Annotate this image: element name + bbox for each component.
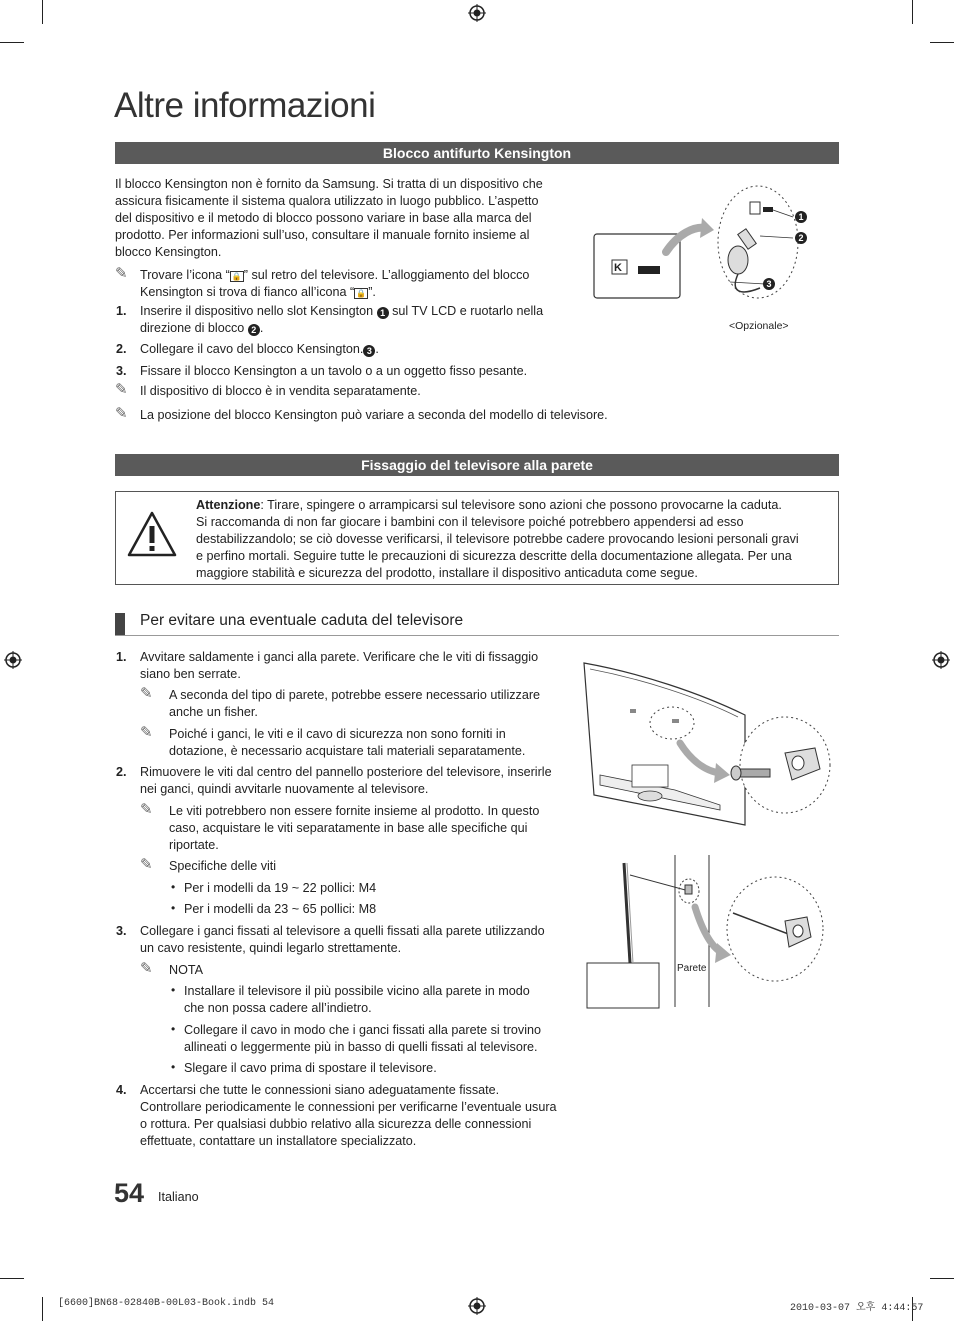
note-text: Il dispositivo di blocco è in vendita separatamente. [140, 384, 421, 398]
callout-1-icon: 1 [377, 307, 389, 319]
subsection-header [115, 611, 839, 636]
kensington-icon: 🔒 [231, 272, 242, 281]
crop-mark [912, 0, 913, 24]
step-number: 4. [116, 1083, 127, 1097]
note-text: Specifiche delle viti [169, 859, 277, 873]
bullet-text: Collegare il cavo in modo che i ganci fissati alla parete si trovino allineati o leggermente più in basso di quelli fissati al televisore. [184, 1023, 542, 1054]
crop-mark [0, 1278, 24, 1279]
note-pencil-icon: ✎ [115, 381, 128, 398]
step-number: 2. [116, 342, 127, 356]
bullet: • [171, 1060, 176, 1074]
warning-triangle-icon [126, 510, 178, 558]
footer-date-info: 2010-03-07 오후 4:44:57 [790, 1303, 924, 1314]
crop-mark [0, 42, 24, 43]
section-header-wall: Fissaggio del televisore alla parete [115, 454, 839, 476]
kensington-k-label: K [614, 262, 622, 274]
step-text: Avvitare saldamente i ganci alla parete. Verificare che le viti di fissaggio siano ben serrate. [140, 650, 539, 681]
note-text: La posizione del blocco Kensington può variare a seconda del modello di televisore. [140, 408, 608, 422]
step-number: 2. [116, 765, 127, 779]
section-header-kensington: Blocco antifurto Kensington [115, 142, 839, 164]
warning-text: Attenzione: Tirare, spingere o arrampicarsi sul televisore sono azioni che possono provocarne la caduta. Si raccomanda di non far giocare i bambini con il televisore poiché potrebbero appendersi ad esso destabilizzandolo; se ciò dovesse verificarsi, il televisore potrebbe cadere provocando lesioni personali gravi e perfino mortali. Seguire tutte le precauzioni di sicurezza descritte della documentazione allegata. Per una maggiore stabilità e sicurezza del prodotto, installare il dispositivo anticaduta come segue. [196, 498, 799, 580]
warning-box [115, 491, 839, 585]
step-number: 3. [116, 924, 127, 938]
note-text: A seconda del tipo di parete, potrebbe essere necessario utilizzare anche un fisher. [169, 688, 541, 719]
callout-2-icon: 2 [248, 324, 260, 336]
wall-label: Parete [677, 963, 707, 974]
bullet-text: Installare il televisore il più possibile vicino alla parete in modo che non possa cadere all’indietro. [184, 984, 530, 1015]
crop-mark [42, 0, 43, 24]
bullet: • [171, 1022, 176, 1036]
bullet: • [171, 983, 176, 997]
subsection-title: Per evitare una eventuale caduta del televisore [140, 612, 464, 629]
bullet-text: Per i modelli da 19 ~ 22 pollici: M4 [184, 881, 377, 895]
step-number: 1. [116, 304, 127, 318]
kensington-intro: Il blocco Kensington non è fornito da Samsung. Si tratta di un dispositivo che assicura fisicamente il sistema qualora utilizzato in luogo pubblico. L’aspetto del dispositivo e il metodo di blocco possono variare in base alla marca del prodotto. Per informazioni sull’uso, consultare il manuale fornito insieme al blocco Kensington. [115, 177, 543, 259]
wall-cable-figure [585, 855, 835, 1010]
kensington-icon: 🔒 [356, 289, 367, 298]
note-pencil-icon: ✎ [115, 405, 128, 422]
note-label: NOTA [169, 963, 204, 977]
language-label: Italiano [158, 1190, 199, 1204]
step-text: Rimuovere le viti dal centro del pannello posteriore del televisore, inserirle nei ganci, quindi avvitarle nuovamente al televisore. [140, 765, 552, 796]
figure-caption: <Opzionale> [729, 320, 789, 332]
step-text: Accertarsi che tutte le connessioni siano adeguatamente fissate. Controllare periodicamente le connessioni per verificarne l’eventuale usura o rottura. Per qualsiasi dubbio relativo alla sicurezza delle connessioni effettuate, contattare un installatore specializzato. [140, 1083, 557, 1148]
note-pencil-icon: ✎ [140, 856, 153, 873]
step-text: Inserire il dispositivo nello slot Kensington 1 sul TV LCD e ruotarlo nella direzione di blocco 2 . [140, 304, 544, 335]
note-pencil-icon: ✎ [140, 801, 153, 818]
figure-callout-1-icon: 1 [795, 211, 807, 223]
registration-mark-icon [468, 4, 486, 22]
note-text: Poiché i ganci, le viti e il cavo di sicurezza non sono forniti in dotazione, è necessario acquistare tali materiali separatamente. [169, 727, 526, 758]
bullet: • [171, 880, 176, 894]
figure-callout-2-icon: 2 [795, 232, 807, 244]
crop-mark [42, 1297, 43, 1321]
tv-back-hook-figure [580, 655, 836, 830]
registration-mark-icon [4, 651, 22, 669]
footer-file-info: [6600]BN68-02840B-00L03-Book.indb 54 [58, 1298, 275, 1309]
note-text: Le viti potrebbero non essere fornite insieme al prodotto. In questo caso, acquistare le viti separatamente in base alle specifiche qui riportate. [169, 804, 540, 852]
kensington-lock-figure [590, 180, 820, 310]
registration-mark-icon [468, 1297, 486, 1315]
step-text: Collegare i ganci fissati al televisore a quelli fissati alla parete utilizzando un cavo resistente, quindi legarlo strettamente. [140, 924, 545, 955]
bullet: • [171, 901, 176, 915]
figure-callout-3-icon: 3 [763, 278, 775, 290]
step-text: Collegare il cavo del blocco Kensington. 3 . [140, 342, 379, 356]
step-number: 1. [116, 650, 127, 664]
crop-mark [930, 42, 954, 43]
page-title: Altre informazioni [114, 86, 376, 125]
step-number: 3. [116, 364, 127, 378]
note-pencil-icon: ✎ [140, 724, 153, 741]
note-pencil-icon: ✎ [140, 960, 153, 977]
registration-mark-icon [932, 651, 950, 669]
callout-3-icon: 3 [363, 345, 375, 357]
subsection-marker [115, 613, 125, 635]
step-text: Fissare il blocco Kensington a un tavolo o a un oggetto fisso pesante. [140, 364, 528, 378]
note-pencil-icon: ✎ [140, 685, 153, 702]
page-number: 54 [114, 1178, 145, 1208]
note-kensington-icon: Trovare l’icona “ 🔒 ” sul retro del televisore. L’alloggiamento del blocco Kensington si trova di fianco all’icona “ 🔒 ”. [140, 268, 530, 299]
note-pencil-icon: ✎ [115, 265, 128, 282]
crop-mark [930, 1278, 954, 1279]
bullet-text: Per i modelli da 23 ~ 65 pollici: M8 [184, 902, 377, 916]
bullet-text: Slegare il cavo prima di spostare il televisore. [184, 1061, 437, 1075]
